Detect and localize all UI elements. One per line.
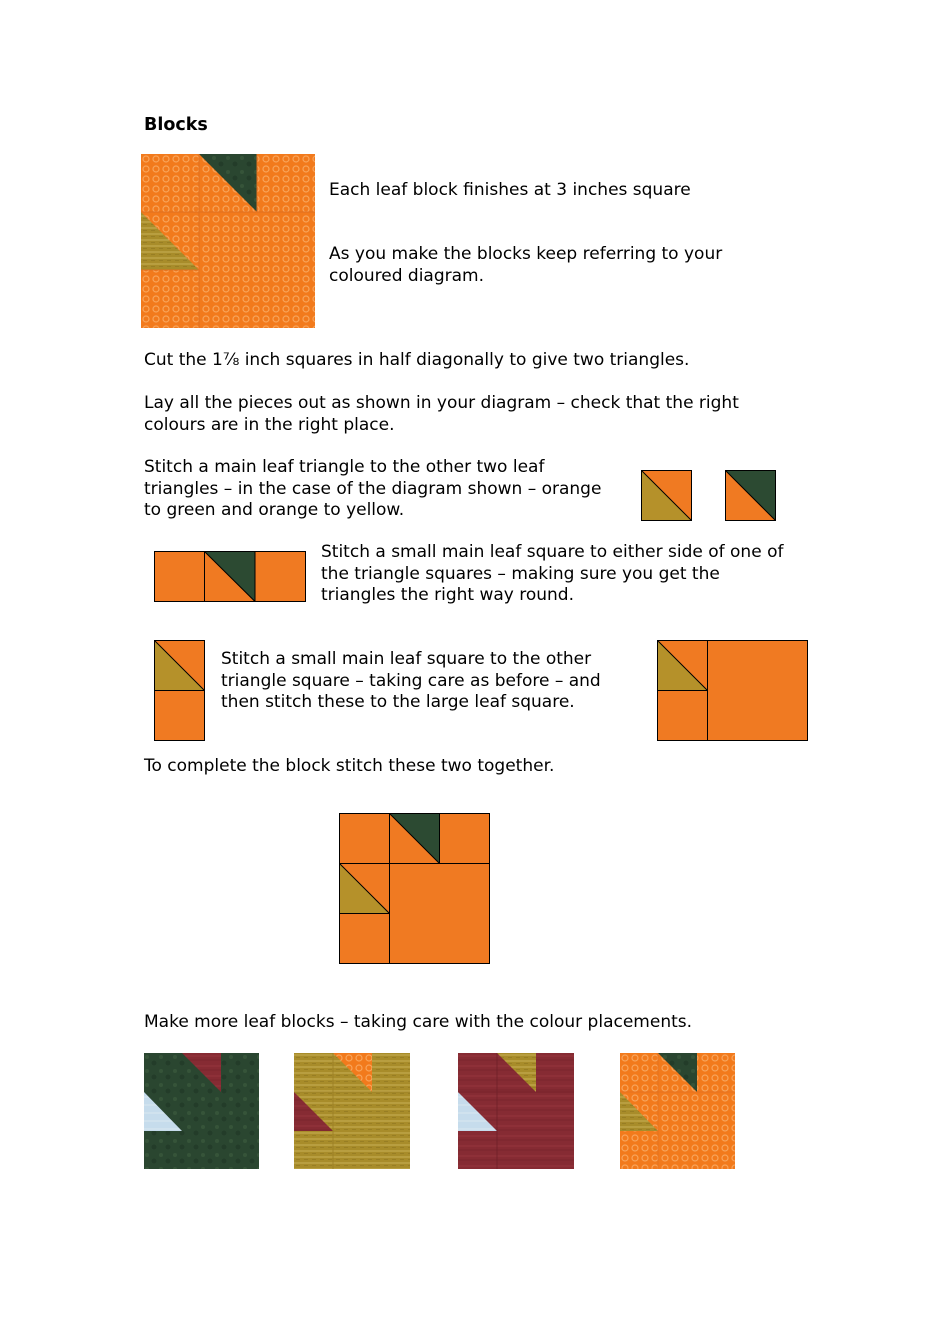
step-cut-text: Cut the 1⅞ inch squares in half diagonally to give two triangles. [144, 350, 690, 370]
leaf-block-ochre [294, 1053, 410, 1169]
row-of-three-units [154, 551, 307, 603]
step-more-text: Make more leaf blocks – taking care with the colour placements. [144, 1012, 693, 1032]
page-title: Blocks [144, 115, 208, 135]
completed-leaf-block-diagram [339, 813, 491, 965]
step-stitch3-text-a: Stitch a small main leaf square to the other [221, 649, 592, 669]
intro-text-line-b: coloured diagram. [329, 265, 485, 286]
step-complete-text: To complete the block stitch these two together. [144, 756, 555, 776]
step-stitch3-text-b: triangle square – taking care as before – and [221, 670, 601, 691]
step-stitch1-text-c: to green and orange to yellow. [144, 500, 405, 520]
step-stitch3-text-c: then stitch these to the large leaf square. [221, 692, 575, 712]
intro-text-finish-size: Each leaf block finishes at 3 inches square [329, 180, 691, 200]
step-stitch1-text-b: triangles – in the case of the diagram shown – orange [144, 478, 602, 499]
column-of-two-units [154, 640, 206, 742]
hst-green-orange [725, 470, 777, 522]
step-stitch2-text-c: triangles the right way round. [321, 585, 574, 605]
step-stitch2-text-b: the triangle squares – making sure you get the [321, 563, 720, 584]
step-stitch2-text-a: Stitch a small main leaf square to either side of one of [321, 542, 784, 562]
column-with-large-square [657, 640, 809, 742]
leaf-block-green [144, 1053, 259, 1169]
leaf-block-burgundy [458, 1053, 574, 1169]
step-lay-text-b: colours are in the right place. [144, 414, 395, 435]
hst-yellow-orange [641, 470, 693, 522]
step-lay-text-a: Lay all the pieces out as shown in your diagram – check that the right [144, 393, 739, 413]
step-stitch1-text-a: Stitch a main leaf triangle to the other two leaf [144, 457, 545, 477]
intro-text-line-a: As you make the blocks keep referring to your [329, 244, 723, 264]
leaf-block-orange [620, 1053, 735, 1169]
leaf-block-fabric-photo [141, 154, 315, 328]
